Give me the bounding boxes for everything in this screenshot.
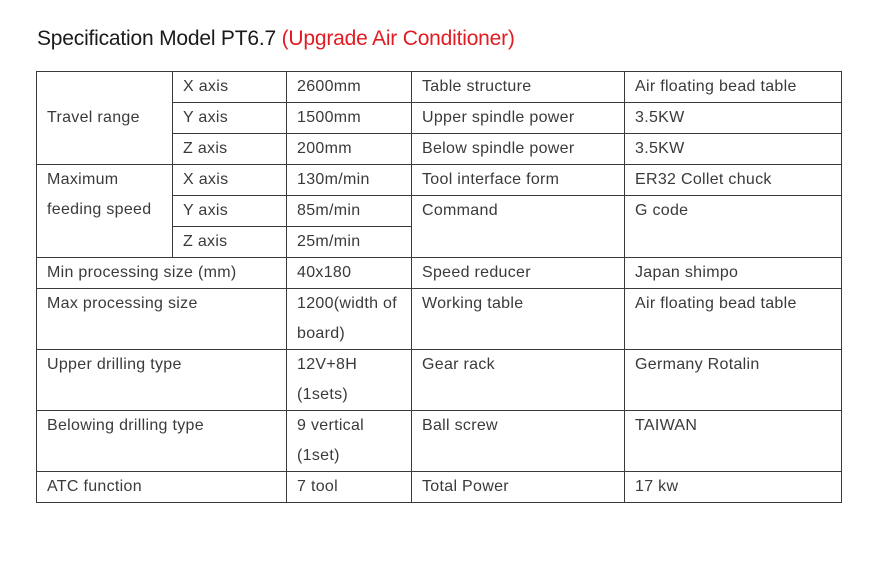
travel-z-axis: Z axis [173,134,287,165]
atc-value: 7 tool [287,472,412,503]
tool-interface-label: Tool interface form [412,165,625,196]
table-structure-value: Air floating bead table [625,72,842,103]
speed-reducer-label: Speed reducer [412,258,625,289]
command-value: G code [625,196,842,258]
below-spindle-value: 3.5KW [625,134,842,165]
atc-label: ATC function [37,472,287,503]
title-main: Specification Model PT6.7 [37,27,276,50]
total-power-value: 17 kw [625,472,842,503]
command-label: Command [412,196,625,258]
ball-screw-label: Ball screw [412,411,625,472]
total-power-label: Total Power [412,472,625,503]
min-size-value: 40x180 [287,258,412,289]
table-row [37,289,842,350]
working-table-value: Air floating bead table [625,289,842,350]
travel-y-value: 1500mm [287,103,412,134]
below-spindle-label: Below spindle power [412,134,625,165]
max-size-label: Max processing size [37,289,287,350]
feeding-x-value: 130m/min [287,165,412,196]
feeding-y-axis: Y axis [173,196,287,227]
travel-range-label: Travel range [37,72,173,165]
travel-z-value: 200mm [287,134,412,165]
table-row [37,165,842,196]
tool-interface-value: ER32 Collet chuck [625,165,842,196]
travel-x-axis: X axis [173,72,287,103]
upper-drilling-value: 12V+8H (1sets) [287,350,412,411]
feeding-z-value: 25m/min [287,227,412,258]
working-table-label: Working table [412,289,625,350]
table-row [37,411,842,472]
min-size-label: Min processing size (mm) [37,258,287,289]
travel-x-value: 2600mm [287,72,412,103]
feeding-speed-label: Maximum feeding speed [37,165,173,258]
page-title [37,27,515,51]
title-accent: (Upgrade Air Conditioner) [281,27,515,50]
below-drilling-value: 9 vertical (1set) [287,411,412,472]
upper-spindle-label: Upper spindle power [412,103,625,134]
feeding-z-axis: Z axis [173,227,287,258]
gear-rack-label: Gear rack [412,350,625,411]
travel-y-axis: Y axis [173,103,287,134]
feeding-y-value: 85m/min [287,196,412,227]
table-row [37,72,842,103]
spec-table [36,71,842,503]
max-size-value: 1200(width of board) [287,289,412,350]
gear-rack-value: Germany Rotalin [625,350,842,411]
table-structure-label: Table structure [412,72,625,103]
speed-reducer-value: Japan shimpo [625,258,842,289]
upper-spindle-value: 3.5KW [625,103,842,134]
ball-screw-value: TAIWAN [625,411,842,472]
feeding-x-axis: X axis [173,165,287,196]
table-row [37,258,842,289]
below-drilling-label: Belowing drilling type [37,411,287,472]
upper-drilling-label: Upper drilling type [37,350,287,411]
table-row [37,472,842,503]
table-row [37,350,842,411]
